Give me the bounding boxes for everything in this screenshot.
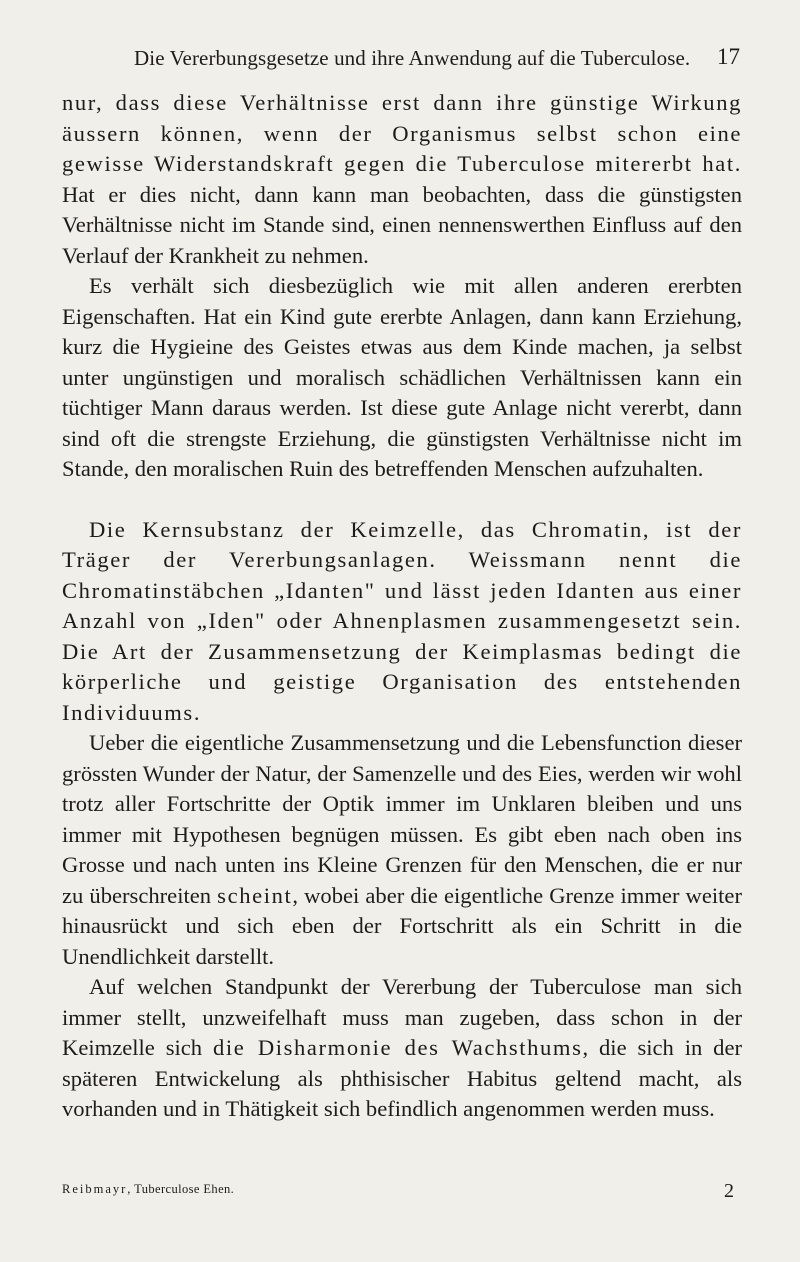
sheet-mark: 2 [724, 1180, 734, 1202]
paragraph [62, 271, 742, 485]
page-header [62, 46, 740, 78]
text-run: , wobei aber die eigentliche Grenze immer weiter hinausrückt und sich eben der Fortschritt als ein Schritt in die Unendlichkeit darstellt. [62, 882, 742, 969]
text-run: Auf welchen Standpunkt der Vererbung der Tuberculose man sich immer stellt, unzweifelhaft muss man zugeben, dass schon in der Keimzelle sich [62, 974, 742, 1060]
page-footer [62, 1182, 742, 1204]
spaced-text: scheint [217, 882, 293, 908]
text-run: Es verhält sich diesbezüglich wie mit allen anderen ererbten Eigenschaften. Hat ein Kind gute ererbte Anlagen, dann kann Erziehung, kurz die Hygieine des Geistes etwas aus dem Kinde machen, ja selbst unter ungünstigen und moralisch schädlichen Verhältnissen kann ein tüchtiger Mann daraus werden. Ist diese gute Anlage nicht vererbt, dann sind oft die strengste Erziehung, die günstigsten Verhältnisse nicht im Stande, den moralischen Ruin des betreffenden Menschen aufzuhalten. [62, 273, 742, 481]
text-run: Hat er dies nicht, dann kann man beobachten, dass die günstigsten Verhältnisse nicht im Stande sind, einen nennenswerthen Einfluss auf den Verlauf der Krankheit zu nehmen. [62, 181, 742, 268]
spaced-text: Die Kernsubstanz der Keimzelle, das Chromatin, ist der Träger der Vererbungsanlagen. Weissmann nennt die Chromatinstäbchen „Idanten" und lässt jeden Idanten aus einer Anzahl von „Iden" oder Ahnenplasmen zusammengesetzt sein. Die Art der Zusammensetzung der Keimplasmas bedingt die körperliche und geistige Organisation des entstehenden Individuums. [62, 516, 742, 725]
spaced-text: die Disharmonie des Wachsthums [212, 1035, 583, 1060]
printer-signature [62, 1182, 234, 1197]
running-head: Die Vererbungsgesetze und ihre Anwendung auf die Tuberculose. [134, 46, 691, 70]
paragraph [62, 88, 742, 271]
text-run: , die sich in der späteren Entwickelung als phthisischer Habitus geltend macht, als vorhanden und in Thätigkeit sich befindlich angenommen werden muss. [62, 1035, 743, 1121]
signature-title: , Tuberculose Ehen. [127, 1182, 235, 1196]
paragraph [62, 728, 742, 972]
paragraph [62, 972, 742, 1125]
paragraph [62, 515, 742, 729]
page-number: 17 [717, 44, 740, 69]
text-run: Ueber die eigentliche Zusammensetzung und die Lebensfunction dieser grössten Wunder der Natur, der Samenzelle und des Eies, werden wir wohl trotz aller Fortschritte der Optik immer im Unklaren bleiben und uns immer mit Hypothesen begnügen müssen. Es gibt eben nach oben ins Grosse und nach unten ins Kleine Grenzen für den Menschen, die er nur zu überschreiten [62, 730, 742, 908]
spaced-text: nur, dass diese Verhältnisse erst dann ihre günstige Wirkung äussern können, wenn der Organismus selbst schon eine gewisse Widerstandskraft gegen die Tuberculose mitererbt hat. [62, 90, 742, 176]
body-text [62, 88, 742, 1125]
signature-author: Reibmayr [62, 1182, 128, 1196]
